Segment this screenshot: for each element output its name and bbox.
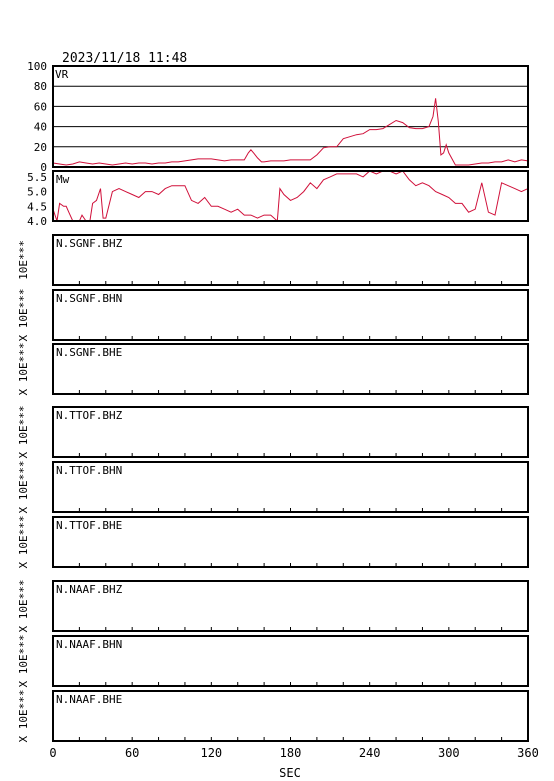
waveform-panel-frame (53, 407, 528, 457)
mw-y-tick-label: 5.0 (27, 185, 47, 199)
waveform-panel (17, 516, 528, 569)
scale-label: 10E*** (17, 240, 30, 280)
waveform-panel (17, 289, 528, 342)
scale-label: X 10E*** (17, 579, 30, 633)
waveform-panel-frame (53, 344, 528, 394)
x-tick-label: 360 (517, 746, 539, 760)
station-label: N.NAAF.BHN (56, 638, 123, 651)
waveform-panel (17, 461, 528, 514)
mw-y-tick-label: 4.0 (27, 215, 47, 228)
x-axis (49, 746, 538, 780)
waveform-panel-frame (53, 462, 528, 512)
x-axis-label: SEC (279, 766, 301, 780)
x-tick-label: 60 (124, 746, 140, 760)
vr-y-tick-label: 0 (40, 161, 47, 174)
waveform-panel-frame (53, 290, 528, 340)
waveform-panels (17, 235, 528, 742)
x-tick-label: 180 (279, 746, 302, 760)
mw-series-label: Mw (56, 173, 70, 186)
mw-y-tick-labels (27, 171, 47, 228)
vr-y-tick-label: 60 (33, 100, 47, 114)
x-tick-label: 300 (437, 746, 460, 760)
waveform-panel (17, 690, 528, 743)
vr-panel-frame (53, 66, 528, 167)
scale-label: X 10E*** (17, 515, 30, 569)
mw-y-tick-label: 5.5 (27, 170, 47, 184)
vr-y-tick-label: 40 (33, 120, 47, 134)
waveform-panel-frame (53, 636, 528, 686)
x-tick-label: 0 (49, 746, 57, 760)
x-tick-label: 240 (358, 746, 381, 760)
x-tick-label: 120 (200, 746, 223, 760)
vr-y-tick-label: 20 (33, 140, 47, 154)
station-label: N.TTOF.BHE (56, 519, 123, 532)
waveform-panel (17, 635, 528, 688)
mw-panel (27, 171, 528, 228)
waveform-panel-frame (53, 691, 528, 741)
scale-label: X 10E*** (17, 288, 30, 342)
scale-label: X 10E*** (17, 689, 30, 743)
waveform-panel-frame (53, 581, 528, 631)
x-tick-labels (49, 746, 538, 760)
station-label: N.NAAF.BHZ (56, 583, 123, 596)
vr-y-tick-labels (27, 60, 47, 174)
station-label: N.SGNF.BHE (56, 346, 123, 359)
timestamp-label: 2023/11/18 11:48 (62, 51, 188, 66)
station-label: N.SGNF.BHZ (56, 237, 123, 250)
station-label: N.NAAF.BHE (56, 693, 123, 706)
vr-panel (27, 60, 528, 174)
mw-panel-frame (53, 171, 528, 221)
mw-y-tick-label: 4.5 (27, 200, 47, 214)
vr-y-tick-label: 100 (27, 60, 47, 73)
scale-label: X 10E*** (17, 342, 30, 396)
scale-label: X 10E*** (17, 405, 30, 459)
waveform-panel (17, 580, 528, 633)
mw-series-line (53, 171, 528, 221)
waveform-panel-frame (53, 235, 528, 285)
vr-y-tick-label: 80 (33, 80, 47, 94)
waveform-panel (17, 406, 528, 459)
station-label: N.SGNF.BHN (56, 292, 123, 305)
waveform-panel-frame (53, 517, 528, 567)
waveform-panel (17, 343, 528, 396)
vr-gridlines (53, 86, 528, 147)
scale-label: X 10E*** (17, 460, 30, 514)
vr-series-line (53, 98, 528, 165)
vr-series-label: VR (55, 68, 69, 81)
station-label: N.TTOF.BHZ (56, 409, 123, 422)
station-label: N.TTOF.BHN (56, 464, 123, 477)
scale-label: X 10E*** (17, 634, 30, 688)
waveform-panel (17, 235, 528, 285)
